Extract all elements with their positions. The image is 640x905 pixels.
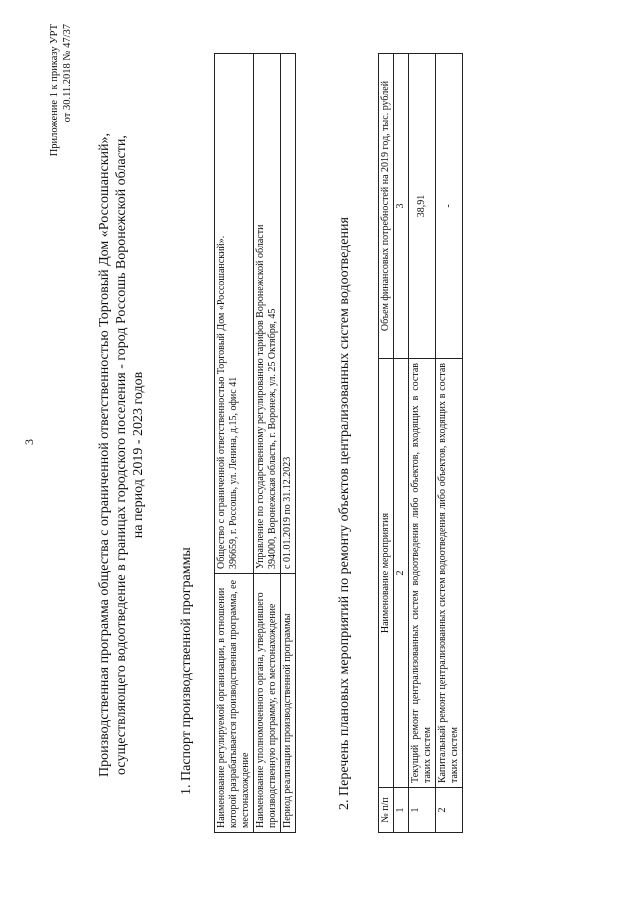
row-num: 2 bbox=[436, 788, 463, 833]
table-row bbox=[436, 54, 463, 833]
section-1-heading: 1. Паспорт производственной программы bbox=[179, 547, 194, 795]
title-line-3: на период 2019 - 2023 годов bbox=[131, 371, 146, 539]
header-num: № п/п bbox=[379, 788, 394, 833]
row-value: - bbox=[436, 54, 463, 359]
table-row bbox=[281, 54, 296, 833]
passport-value-line: Общество с ограниченной ответственностью Торговый Дом «Россошанский». bbox=[216, 235, 227, 569]
appendix-line-2: от 30.11.2018 № 47/37 bbox=[62, 24, 73, 123]
document-title bbox=[96, 95, 147, 815]
title-line-1: Производственная программа общества с ограниченной ответственностью Торговый Дом «Россошанский», bbox=[97, 133, 112, 777]
row-name: Капитальный ремонт централизованных систем водоотведения либо объектов, входящих в состав таких систем bbox=[436, 359, 463, 788]
table-index-row bbox=[394, 54, 409, 833]
table-header-row bbox=[379, 54, 394, 833]
row-num: 1 bbox=[409, 788, 436, 833]
header-name: Наименование мероприятия bbox=[379, 359, 394, 788]
appendix-note bbox=[48, 24, 74, 156]
table-row bbox=[254, 54, 281, 833]
passport-value-line: Управление по государственному регулированию тарифов Воронежской области bbox=[255, 224, 266, 569]
passport-value bbox=[254, 54, 281, 574]
passport-label: Период реализации производственной программы bbox=[281, 574, 296, 833]
section-2-heading: 2. Перечень плановых мероприятий по ремонту объектов централизованных систем водоотведения bbox=[337, 217, 352, 810]
title-line-2: осуществляющего водоотведение в границах городского поселения - город Россошь Воронежской области, bbox=[114, 135, 129, 775]
page-number: 3 bbox=[22, 439, 36, 445]
row-value: 38,91 bbox=[409, 54, 436, 359]
passport-label: Наименование уполномоченного органа, утвердившего производственную программу, его местонахождение bbox=[254, 574, 281, 833]
passport-label: Наименование регулируемой организации, в отношении которой разрабатывается производственная программа, ее местонахождение bbox=[215, 574, 254, 833]
measures-table bbox=[378, 53, 463, 833]
table-row bbox=[215, 54, 254, 833]
passport-value-line: 396659, г. Россошь, ул. Ленина, д.15, офис 41 bbox=[228, 376, 239, 569]
index-cell: 2 bbox=[394, 359, 409, 788]
appendix-line-1: Приложение 1 к приказу УРТ bbox=[49, 24, 60, 157]
table-row bbox=[409, 54, 436, 833]
passport-value bbox=[281, 54, 296, 574]
header-volume: Объем финансовых потребностей на 2019 год, тыс. рублей bbox=[379, 54, 394, 359]
passport-value bbox=[215, 54, 254, 574]
index-cell: 3 bbox=[394, 54, 409, 359]
row-name: Текущий ремонт централизованных систем водоотведения либо объектов, входящих в состав таких систем bbox=[409, 359, 436, 788]
passport-table bbox=[214, 53, 296, 833]
index-cell: 1 bbox=[394, 788, 409, 833]
passport-value-line: 394000, Воронежская область, г. Воронеж, ул. 25 Октября, 45 bbox=[267, 308, 278, 569]
passport-value-line: с 01.01.2019 по 31.12.2023 bbox=[282, 456, 293, 569]
